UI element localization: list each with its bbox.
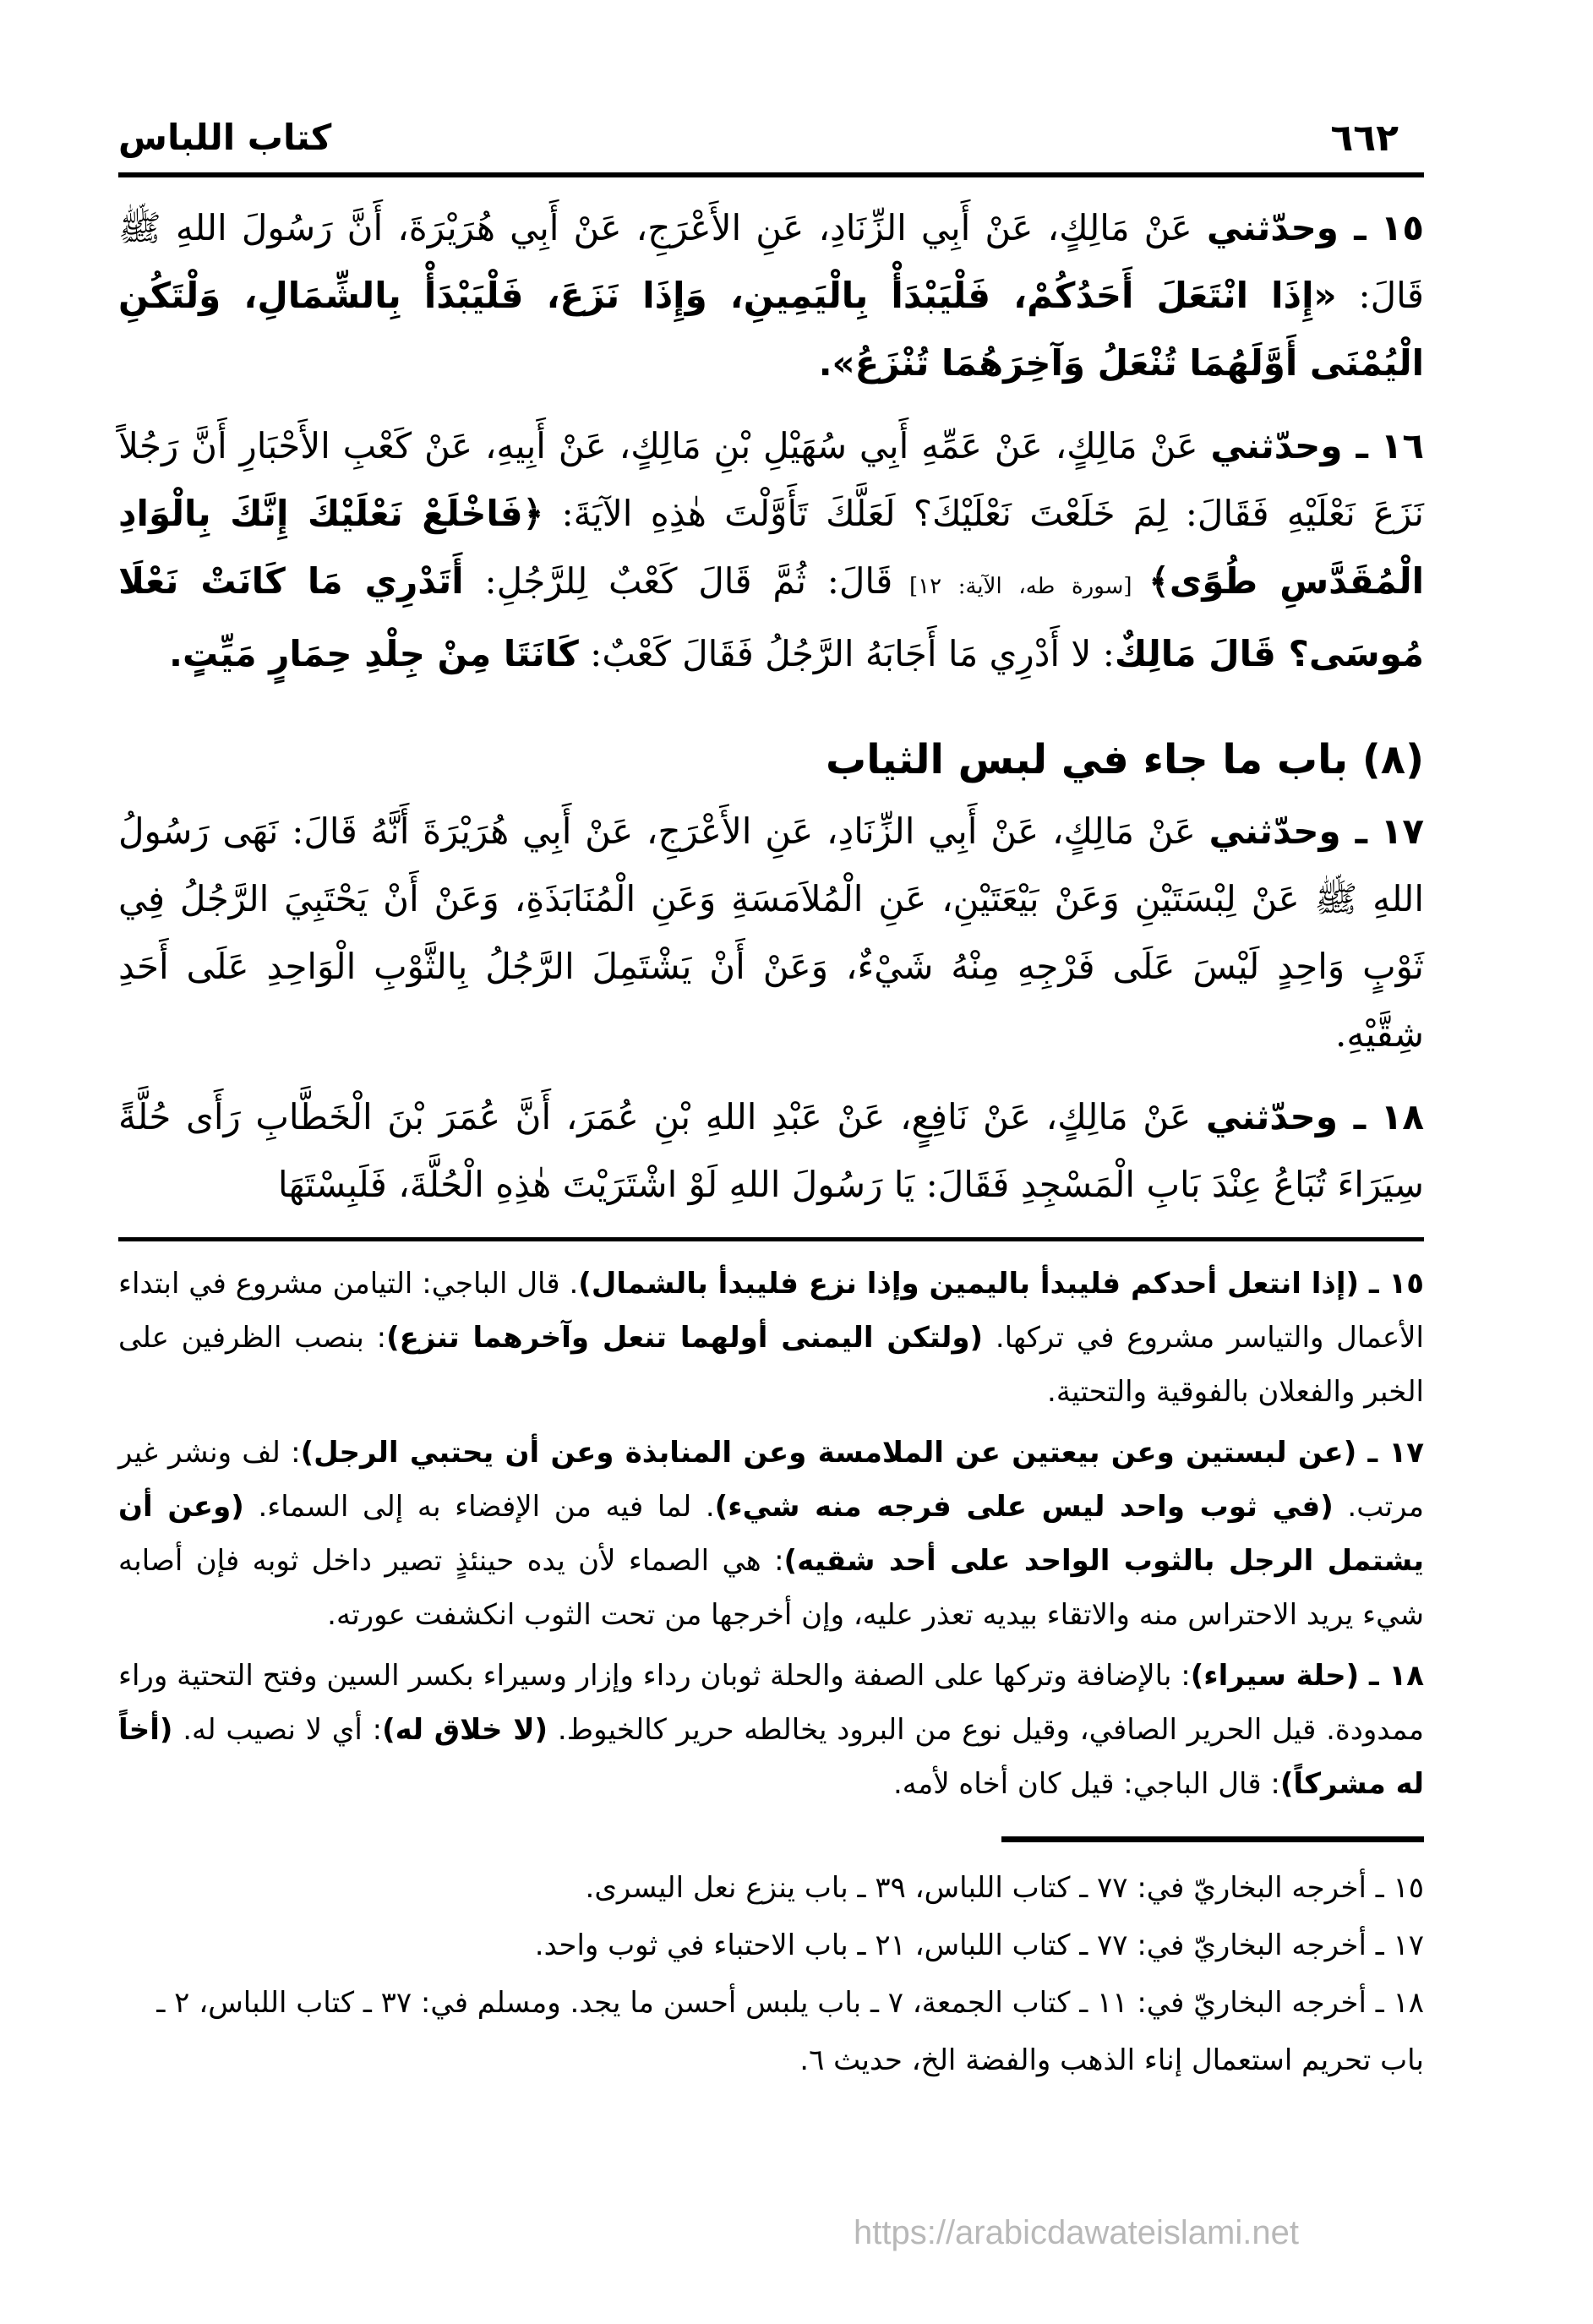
note-lemma: ـ (إذا انتعل أحدكم فليبدأ باليمين وإذا نزع فليبدأ بالشمال)	[578, 1267, 1379, 1301]
commentary-note	[118, 1649, 1424, 1811]
hadith-lead: ـ وحدّثني	[1206, 207, 1367, 248]
commentary-notes	[118, 1257, 1424, 1811]
note-text: : قال الباجي: قيل كان أخاه لأمه.	[892, 1767, 1280, 1801]
source-ref: ١٧ ـ أخرجه البخاريّ في: ٧٧ ـ كتاب اللباس، ٢١ ـ باب الاحتباء في ثوب واحد.	[534, 1928, 1424, 1962]
book-page	[118, 101, 1424, 2089]
source-ref: ١٥ ـ أخرجه البخاريّ في: ٧٧ ـ كتاب اللباس، ٣٩ ـ باب ينزع نعل اليسرى.	[585, 1871, 1424, 1905]
hadith-number: ١٦	[1380, 425, 1425, 466]
note-lemma: (أخاً له مشركاً)	[118, 1713, 1424, 1801]
source-ref: ١٨ ـ أخرجه البخاريّ في: ١١ ـ كتاب الجمعة، ٧ ـ باب يلبس أحسن ما يجد. ومسلم في: ٣٧ ـ كتاب اللباس، ٢ ـ باب تحريم استعمال إناء الذهب والفضة الخ، حديث ٦.	[156, 1986, 1424, 2077]
header-rule	[118, 172, 1424, 177]
watermark: https://arabicdawateislami.net	[854, 2214, 1299, 2251]
verse-reference: [سورة طه، الآية: ١٢]	[892, 574, 1149, 599]
hadith-lead: ـ وحدّثني	[1210, 425, 1368, 466]
hadith-18	[118, 1083, 1424, 1219]
note-text: : بنصب الظرفين على الخبر والفعلان بالفوقية والتحتية.	[118, 1321, 1424, 1409]
hadith-number: ١٨	[1380, 1096, 1424, 1137]
note-text: : لف ونشر غير مرتب.	[118, 1436, 1425, 1524]
note-lemma: (وعن أن يشتمل الرجل بالثوب الواحد على أحد شقيه)	[118, 1490, 1424, 1578]
hadith-quote-3: كَانَتَا مِنْ جِلْدِ حِمَارٍ مَيِّتٍ.	[169, 633, 579, 674]
commentary-note	[118, 1257, 1424, 1419]
hadith-chain: عَنْ مَالِكٍ، عَنْ أَبِي الزِّنَادِ، عَنِ الأَعْرَجِ، عَنْ أَبِي هُرَيْرَةَ، أَنَّ رَسُولَ اللهِ ﷺ قَالَ:	[118, 207, 1424, 316]
note-lemma: ـ (حلة سيراء)	[1190, 1659, 1379, 1693]
malik-label: قَالَ مَالِكٌ	[1114, 633, 1276, 674]
book-title: كتاب اللباس	[118, 117, 332, 158]
hadith-15	[118, 194, 1424, 397]
note-lemma: (لا خلاق له)	[382, 1713, 548, 1747]
note-text: . قال الباجي: التيامن مشروع في ابتداء الأعمال والتياسر مشروع في تركها.	[118, 1267, 1424, 1355]
hadith-lead: ـ وحدّثني	[1205, 1096, 1367, 1137]
hadith-16	[118, 412, 1424, 688]
note-number: ١٧	[1378, 1436, 1424, 1470]
note-text: . لما فيه من الإفضاء به إلى السماء.	[243, 1490, 715, 1524]
hadith-chain: عَنْ مَالِكٍ، عَنْ أَبِي الزِّنَادِ، عَنِ الأَعْرَجِ، عَنْ أَبِي هُرَيْرَةَ أَنَّهُ قَالَ: نَهَى رَسُولُ اللهِ ﷺ عَنْ لِبْسَتَيْنِ وَعَنْ بَيْعَتَيْنِ، عَنِ الْمُلاَمَسَةِ وَعَنِ الْمُنَابَذَةِ، وَعَنْ أَنْ يَحْتَبِيَ الرَّجُلُ فِي ثَوْبٍ وَاحِدٍ لَيْسَ عَلَى فَرْجِهِ مِنْهُ شَيْءٌ، وَعَنْ أَنْ يَشْتَمِلَ الرَّجُلُ بِالثَّوْبِ الْوَاحِدِ عَلَى أَحَدِ شِقَّيْهِ.	[118, 810, 1424, 1055]
hadith-text-2: قَالَ: ثُمَّ قَالَ كَعْبٌ لِلرَّجُلِ:	[463, 560, 893, 602]
notes-divider	[118, 1237, 1424, 1241]
hadith-text	[118, 194, 1424, 1219]
hadith-text-3: : لا أَدْرِي مَا أَجَابَهُ الرَّجُلُ فَقَالَ كَعْبٌ:	[578, 633, 1115, 674]
hadith-number: ١٥	[1380, 207, 1424, 248]
hadith-quote: «إِذَا انْتَعَلَ أَحَدُكُمْ، فَلْيَبْدَأْ بِالْيَمِينِ، وَإِذَا نَزَعَ، فَلْيَبْدَأْ بِالشِّمَالِ، وَلْتَكُنِ الْيُمْنَى أَوَّلَهُمَا تُنْعَلُ وَآخِرَهُمَا تُنْزَعُ».	[118, 275, 1424, 384]
note-text: : أي لا نصيب له.	[172, 1713, 383, 1747]
quran-verse: ﴿فَاخْلَعْ نَعْلَيْكَ إِنَّكَ بِالْوَادِ الْمُقَدَّسِ طُوًى﴾	[118, 493, 1424, 602]
note-text: : بالإضافة وتركها على الصفة والحلة ثوبان رداء وإزار وسيراء بكسر السين وفتح التحتية وراء ممدودة. قيل الحرير الصافي، وقيل نوع من البرود يخالطه حرير كالخيوط.	[118, 1659, 1425, 1747]
note-lemma: (في ثوب واحد ليس على فرجه منه شيء)	[714, 1490, 1334, 1524]
hadith-lead: ـ وحدّثني	[1208, 810, 1367, 852]
commentary-note	[118, 1426, 1424, 1642]
source-references	[118, 1859, 1424, 2089]
note-number: ١٨	[1378, 1659, 1424, 1693]
hadith-chain: عَنْ مَالِكٍ، عَنْ نَافِعٍ، عَنْ عَبْدِ اللهِ بْنِ عُمَرَ، أَنَّ عُمَرَ بْنَ الْخَطَّابِ رَأَى حُلَّةً سِيَرَاءَ تُبَاعُ عِنْدَ بَابِ الْمَسْجِدِ فَقَالَ: يَا رَسُولَ اللهِ لَوْ اشْتَرَيْتَ هٰذِهِ الْحُلَّةَ، فَلَبِسْتَهَا	[118, 1096, 1424, 1205]
hadith-17	[118, 798, 1424, 1068]
note-text: : هي الصماء لأن يده حينئذٍ تصير داخل ثوبه فإن أصابه شيء يريد الاحتراس منه والاتقاء بيديه تعذر عليه، وإن أخرجها من تحت الثوب انكشفت عورته.	[118, 1544, 1424, 1632]
hadith-number: ١٧	[1380, 810, 1424, 852]
hadith-quote-2: أَتَدْرِي مَا كَانَتْ نَعْلَا مُوسَى؟	[118, 560, 1424, 674]
hadith-chain: عَنْ مَالِكٍ، عَنْ عَمِّهِ أَبِي سُهَيْلِ بْنِ مَالِكٍ، عَنْ أَبِيهِ، عَنْ كَعْبِ الأَحْبَارِ أَنَّ رَجُلاً نَزَعَ نَعْلَيْهِ فَقَالَ: لِمَ خَلَعْتَ نَعْلَيْكَ؟ لَعَلَّكَ تَأَوَّلْتَ هٰذِهِ الآيَةَ:	[118, 425, 1424, 534]
sources-divider	[1001, 1836, 1424, 1842]
chapter-heading: (٨) باب ما جاء في لبس الثياب	[826, 736, 1424, 783]
note-number: ١٥	[1378, 1267, 1424, 1301]
note-lemma: (ولتكن اليمنى أولهما تنعل وآخرهما تنزع)	[386, 1321, 984, 1355]
note-lemma: ـ (عن لبستين وعن بيعتين عن الملامسة وعن المنابذة وعن أن يحتبي الرجل)	[300, 1436, 1378, 1470]
page-number: ٦٦٢	[1330, 117, 1399, 160]
page-header	[118, 101, 1424, 169]
